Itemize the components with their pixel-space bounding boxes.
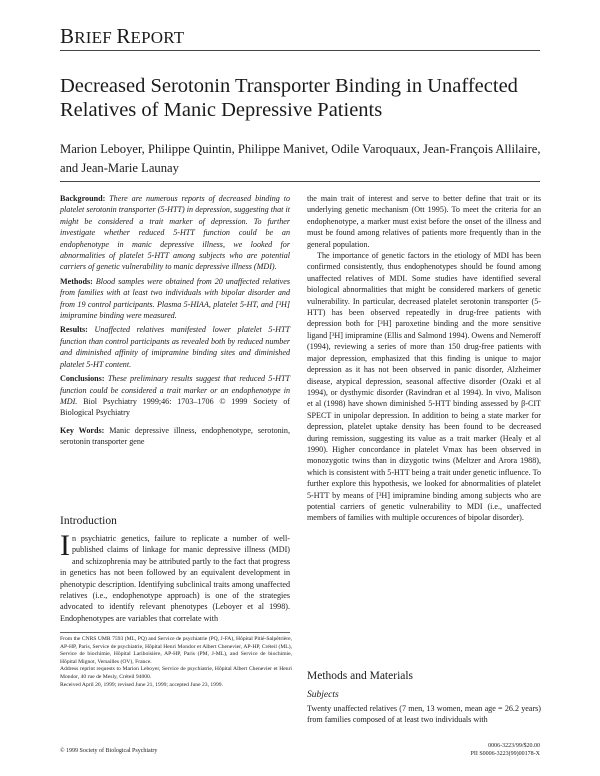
drop-cap: I bbox=[60, 529, 70, 562]
publication-ids bbox=[410, 742, 540, 758]
background-text: There are numerous reports of decreased binding to platelet serotonin transporter (5-HTT) in depression, suggesting that it might be considered a trait marker of depression. To further investigate whether reduced 5-HTT function could be an endophenotype in manic depressive illness, we looked for abnormalities of platelet 5-HTT among subjects who are potential carriers of genetic vulnerability to manic depressive illness (MDI). bbox=[60, 194, 290, 272]
article-type-kicker bbox=[60, 24, 184, 49]
methods-label: Methods: bbox=[60, 276, 93, 286]
right-column bbox=[307, 193, 541, 524]
introduction-body bbox=[60, 529, 290, 624]
results-text: Unaffected relatives manifested lower platelet 5-HTT function than control participants as revealed both by reduced number and diminished affinity of imipramine binding sites and diminished platelet 5-HT content. bbox=[60, 325, 290, 369]
reprints-note: Address reprint requests to Marion Leboyer, Service de psychiatrie, Hôpital Albert Chenevier et Henri Mondor, 40 rue de Mesly, Créteil 94000. bbox=[60, 666, 292, 680]
kicker-initial-1: B bbox=[60, 24, 75, 48]
subjects-subheading: Subjects bbox=[307, 690, 339, 700]
keywords-label: Key Words: bbox=[60, 425, 105, 435]
affiliation-note: From the CNRS UMR 7593 (ML, PQ) and Service de psychiatrie (PQ, J-FA), Hôpital Pitié-Salpêtrière, AP-HP, Paris, Service de psychiatrie, Hôpital Henri Mondor et Albert Chenevier, AP-HP, Créteil (ML), Service de biochimie, Hôpital Lariboisière, AP-HP, Paris (PM, J-ML), and Service de biochimie, Hôpital Mignot, Versailles (OV), France. bbox=[60, 636, 292, 665]
right-paragraph-1: the main trait of interest and serve to better define that trait or its underlying genetic mechanism (Ott 1995). To meet the criteria for an endophenotype, a marker must exist before the onset of the illness and must be found among relatives of patients more frequently than in the general population. bbox=[307, 194, 541, 249]
introduction-text: n psychiatric genetics, failure to replicate a number of well-published claims of linkage for manic depressive illness (MDI) and schizophrenia may be attributed partly to the fact that progress in genetics has not been followed by an equivalent development in phenotypic description. Identifying subclinical traits among unaffected relatives (i.e., endophenotype approach) is one of the strategies advocated to identify relevant phenotypes (Leboyer et al 1998). Endophenotypes are variables that correlate with bbox=[60, 534, 290, 623]
background-label: Background: bbox=[60, 194, 106, 203]
citation: Biol Psychiatry 1999;46: 1703–1706 © 1999 Society of Biological Psychiatry bbox=[60, 396, 290, 418]
abstract bbox=[60, 193, 290, 451]
subjects-text: Twenty unaffected relatives (7 men, 13 women, mean age = 26.2 years) from families composed of at least two individuals with bbox=[307, 704, 541, 725]
article-title: Decreased Serotonin Transporter Binding in Unaffected Relatives of Manic Depressive Patients bbox=[60, 75, 518, 121]
methods-heading: Methods and Materials bbox=[307, 670, 414, 682]
pii: PII S0006-3223(99)00178-X bbox=[470, 751, 540, 757]
keywords-text: Manic depressive illness, endophenotype, serotonin, serotonin transporter gene bbox=[60, 425, 290, 447]
received-note: Received April 20, 1999; revised June 21, 1999; accepted June 23, 1999. bbox=[60, 681, 223, 688]
kicker-rest-2: EPORT bbox=[130, 28, 185, 47]
copyright-footer: © 1999 Society of Biological Psychiatry bbox=[60, 748, 158, 754]
conclusions-label: Conclusions: bbox=[60, 374, 105, 384]
methods-text: Blood samples were obtained from 20 unaffected relatives from families with at least two individuals with bipolar disorder and from 19 control participants. Plasma 5-HIAA, platelet 5-HT, and [³H] imipramine binding were measured. bbox=[60, 276, 290, 321]
footnote-rule bbox=[60, 632, 290, 633]
kicker-rest-1: RIEF bbox=[74, 28, 117, 47]
introduction-heading: Introduction bbox=[60, 515, 117, 527]
kicker-initial-2: R bbox=[116, 24, 131, 48]
right-paragraph-2: The importance of genetic factors in the etiology of MDI has been confirmed consistently, thus endophenotypes should be found among unaffected relatives of MDI. Some studies have identified several biological abnormalities that might be considered markers of genetic vulnerability. In particular, decreased platelet serotonin transporter (5-HTT) has been observed repeatedly in drug-free patients with depression both for [³H] paroxetine binding and the more sensitive ligand [³H] imipramine (Ellis and Salmond 1994). Owens and Nemeroff (1994), reviewing a series of more than 150 drug-free patients with major depression, emphasized that this finding is unique to major depression as it has not been observed in panic disorder, Alzheimer disease, atypical depression, seasonal affective disorder (Ozaki et al 1994), or dysthymic disorder (Ravindran et al 1994). In vivo, Malison et al (1998) have shown diminished 5-HTT binding assessed by β-CIT SPECT in unipolar depression. In addition to being a state marker for depression, platelet uptake density has been found to be decreased during remission, suggesting its value as a trait marker (Healy et al 1990). Higher concordance in platelet Vmax has been observed in monozygotic twins than in dizygotic twins (Meltzer and Arora 1988), which is consistent with 5-HTT being a trait under genetic influence. To further explore this hypothesis, we looked for abnormalities of platelet 5-HTT by means of [³H] imipramine binding among subjects who are potential carriers of genetic vulnerability to MDI (i.e., unaffected members of families with multiple occurences of bipolar disorder). bbox=[307, 251, 541, 523]
results-label: Results: bbox=[60, 325, 88, 335]
header-rule bbox=[60, 50, 540, 51]
footnote bbox=[60, 636, 292, 689]
author-list: Marion Leboyer, Philippe Quintin, Philippe Manivet, Odile Varoquaux, Jean-François Allilaire, and Jean-Marie Launay bbox=[60, 142, 541, 175]
issn: 0006-3223/99/$20.00 bbox=[488, 743, 540, 749]
authors-rule bbox=[60, 181, 540, 182]
conclusions-text: These preliminary results suggest that reduced 5-HTT function could be considered a trait marker or an endophenotype in MDI. bbox=[60, 374, 290, 406]
